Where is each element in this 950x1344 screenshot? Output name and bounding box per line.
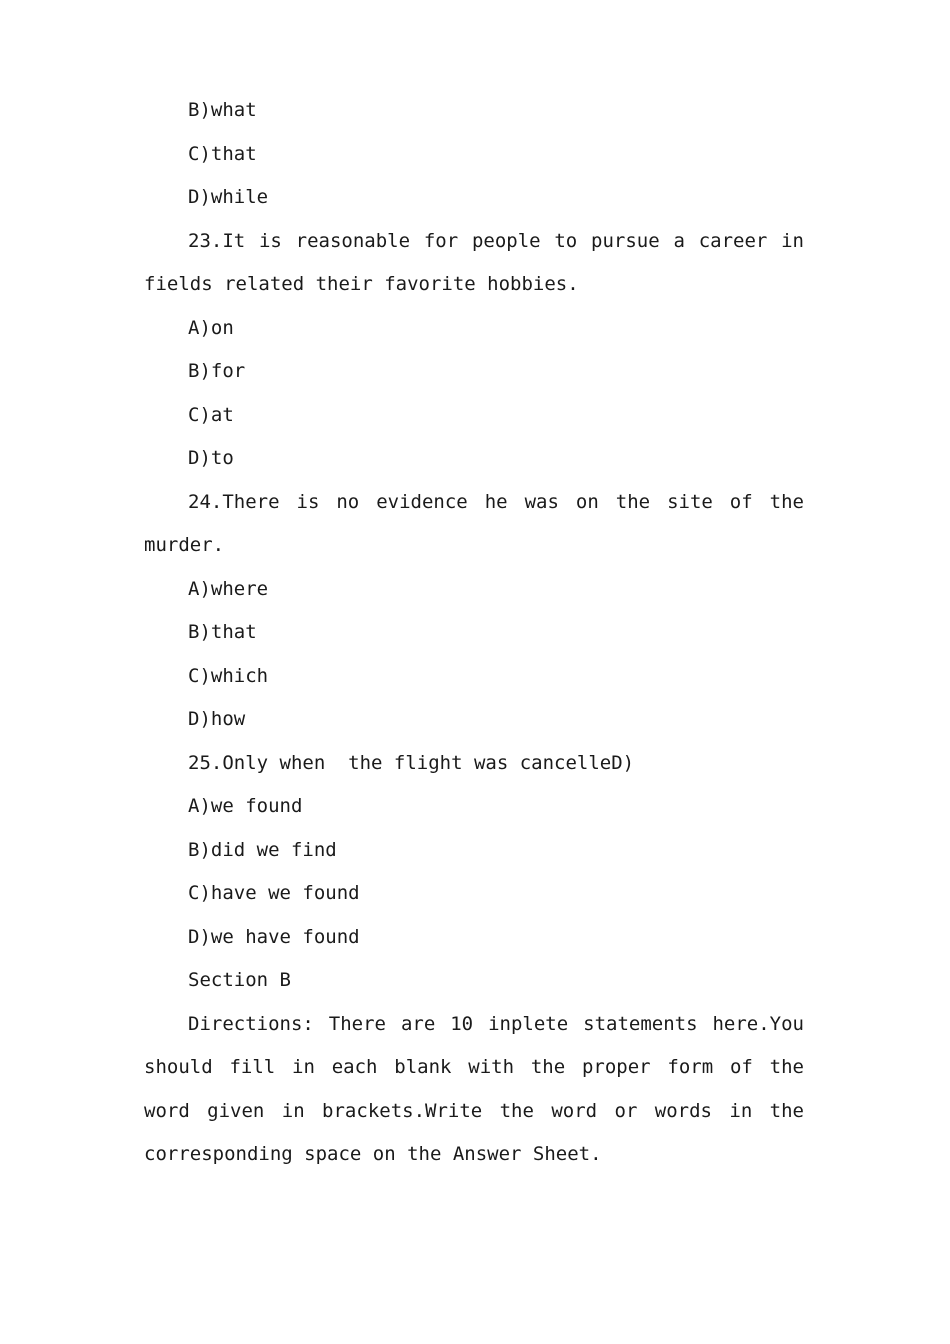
q25-stem: 25.Only when the flight was cancelleD) <box>188 751 635 774</box>
q22-option-b: B)what <box>188 99 257 121</box>
q24-option-c: C)which <box>188 664 269 687</box>
q22-option-d: D)while <box>188 186 269 208</box>
q25-option-b: B)did we find <box>188 838 337 861</box>
q23-option-b: B)for <box>188 360 246 382</box>
q25-option-d: D)we have found <box>188 925 360 948</box>
section-b-directions: Directions: There are 10 inplete statements here.You should fill in each blank with the proper form of the word given in brackets.Write the word or words in the corresponding space on the Answer Sheet. <box>144 1012 804 1165</box>
q24-option-d: D)how <box>188 708 246 730</box>
q24-stem: 24.There is no evidence he was on the site of the murder. <box>144 490 804 556</box>
q24-option-b: B)that <box>188 621 257 643</box>
q23-option-a: A)on <box>188 316 234 339</box>
q22-option-c: C)that <box>188 142 257 165</box>
q23-stem: 23.It is reasonable for people to pursue a career in fields related their favorite hobbies. <box>144 229 804 295</box>
document-body <box>144 89 804 1177</box>
q25-option-c: C)have we found <box>188 882 360 904</box>
q24-option-a: A)where <box>188 577 269 600</box>
section-b-heading: Section B <box>188 969 291 991</box>
q23-option-d: D)to <box>188 447 234 469</box>
q23-option-c: C)at <box>188 403 234 426</box>
q25-option-a: A)we found <box>188 795 303 817</box>
